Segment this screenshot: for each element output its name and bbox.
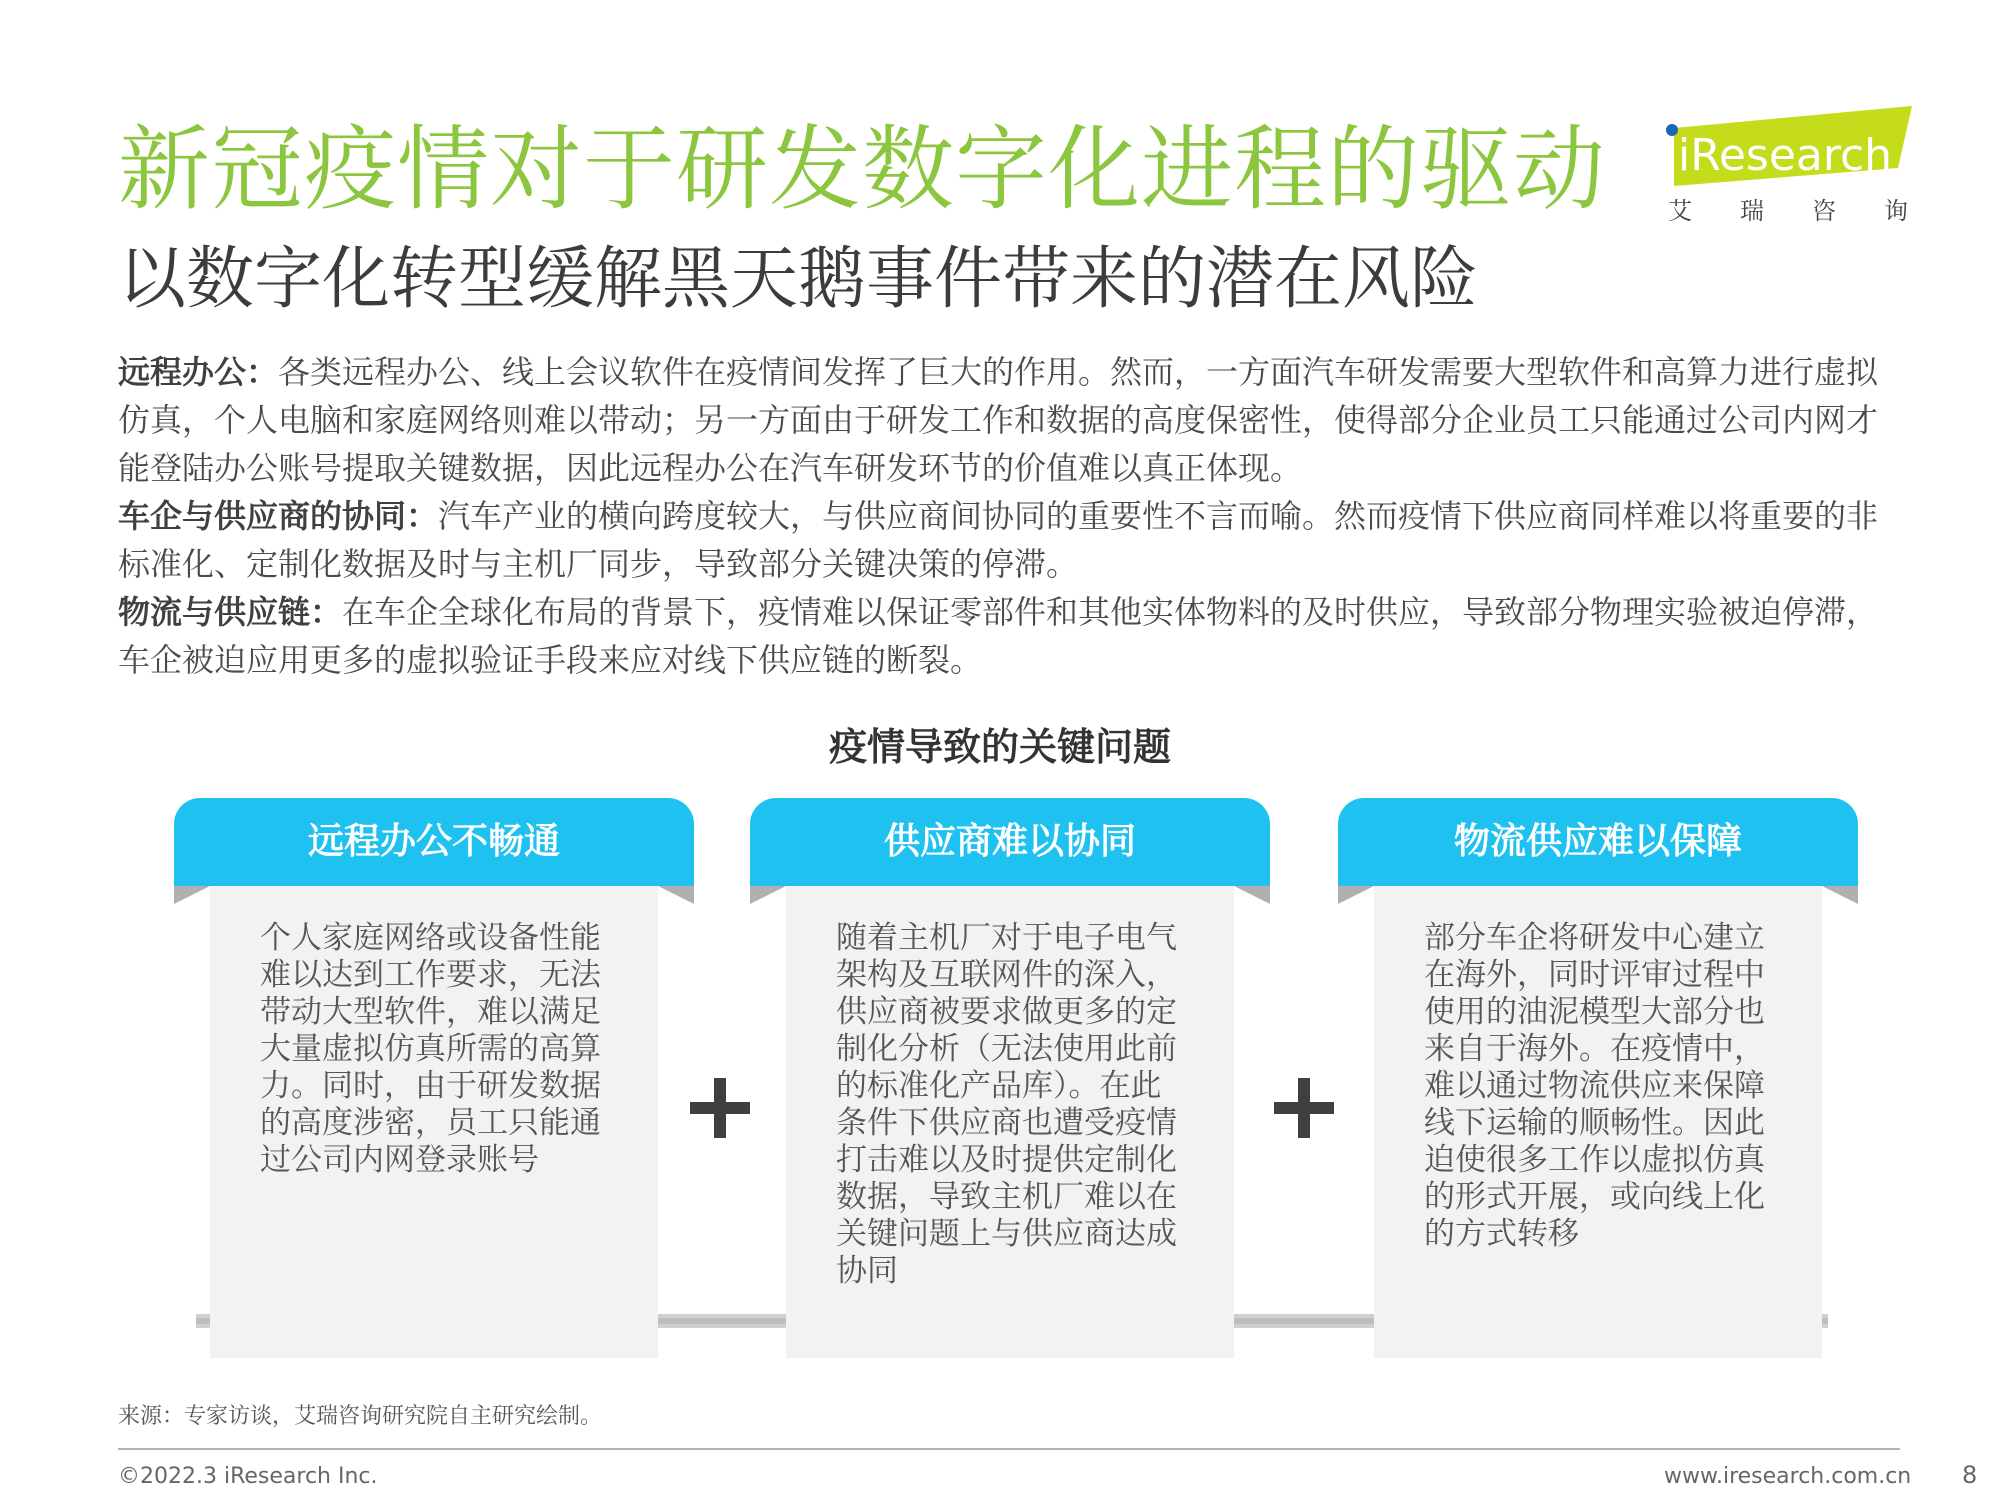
paragraph-text: 各类远程办公、线上会议软件在疫情间发挥了巨大的作用。然而，一方面汽车研发需要大型软件和高算力进行虚拟仿真，个人电脑和家庭网络则难以带动；另一方面由于研发工作和数据的高度保密性，使得部分企业员工只能通过公司内网才能登陆办公账号提取关键数据，因此远程办公在汽车研发环节的价值难以真正体现。 [118,353,1879,487]
card-remote-work [174,798,694,1358]
card-fold-left [174,886,210,904]
page-number: 8 [1962,1461,1978,1489]
iresearch-logo [1662,106,1912,231]
paragraph-label: 物流与供应链： [118,593,343,631]
website-link[interactable]: www.iresearch.com.cn [1664,1464,1912,1489]
card-fold-right [1234,886,1270,904]
logo-char: 询 [1884,197,1908,225]
section-heading: 疫情导致的关键问题 [828,725,1171,769]
paragraph-text: 在车企全球化布局的背景下，疫情难以保证零部件和其他实体物料的及时供应，导致部分物理实验被迫停滞，车企被迫应用更多的虚拟验证手段来应对线下供应链的断裂。 [118,593,1879,679]
card-header: 远程办公不畅通 [174,798,694,886]
plus-icon [1274,1078,1334,1138]
paragraph-supplier-collab [118,492,1898,588]
paragraph-text: 汽车产业的横向跨度较大，与供应商间协同的重要性不言而喻。然而疫情下供应商同样难以将重要的非标准化、定制化数据及时与主机厂同步，导致部分关键决策的停滞。 [118,497,1879,583]
paragraph-label: 远程办公： [118,353,279,391]
card-text: 部分车企将研发中心建立在海外，同时评审过程中使用的油泥模型大部分也来自于海外。在疫情中，难以通过物流供应来保障线下运输的顺畅性。因此迫使很多工作以虚拟仿真的形式开展，或向线上化的方式转移 [1424,920,1765,1252]
source-note: 来源：专家访谈，艾瑞咨询研究院自主研究绘制。 [118,1404,603,1429]
card-header: 供应商难以协同 [750,798,1270,886]
body-text [118,348,1898,684]
paragraph-remote-work [118,348,1898,492]
logo-chinese-name [1668,196,1908,226]
logo-char: 艾 [1668,197,1692,225]
logo-dot-icon [1666,124,1678,136]
paragraph-label: 车企与供应商的协同： [118,497,439,535]
footer-divider [118,1448,1900,1450]
logo-char: 咨 [1812,197,1836,225]
card-body [786,886,1234,1358]
card-header: 物流供应难以保障 [1338,798,1858,886]
page-title: 新冠疫情对于研发数字化进程的驱动 [118,116,1607,223]
card-body [210,886,658,1358]
card-logistics [1338,798,1858,1358]
logo-char: 瑞 [1740,197,1764,225]
card-text: 随着主机厂对于电子电气架构及互联网件的深入，供应商被要求做更多的定制化分析（无法使用此前的标准化产品库）。在此条件下供应商也遭受疫情打击难以及时提供定制化数据，导致主机厂难以在关键问题上与供应商达成协同 [836,920,1177,1289]
paragraph-logistics [118,588,1898,684]
card-supplier [750,798,1270,1358]
card-body [1374,886,1822,1358]
card-fold-right [658,886,694,904]
card-fold-left [750,886,786,904]
card-fold-left [1338,886,1374,904]
page-subtitle: 以数字化转型缓解黑天鹅事件带来的潜在风险 [118,240,1479,319]
copyright: ©2022.3 iResearch Inc. [118,1464,378,1489]
logo-wordmark: iResearch [1678,130,1893,181]
plus-icon [690,1078,750,1138]
card-text: 个人家庭网络或设备性能难以达到工作要求，无法带动大型软件，难以满足大量虚拟仿真所需的高算力。同时，由于研发数据的高度涉密，员工只能通过公司内网登录账号 [260,920,601,1178]
card-fold-right [1822,886,1858,904]
